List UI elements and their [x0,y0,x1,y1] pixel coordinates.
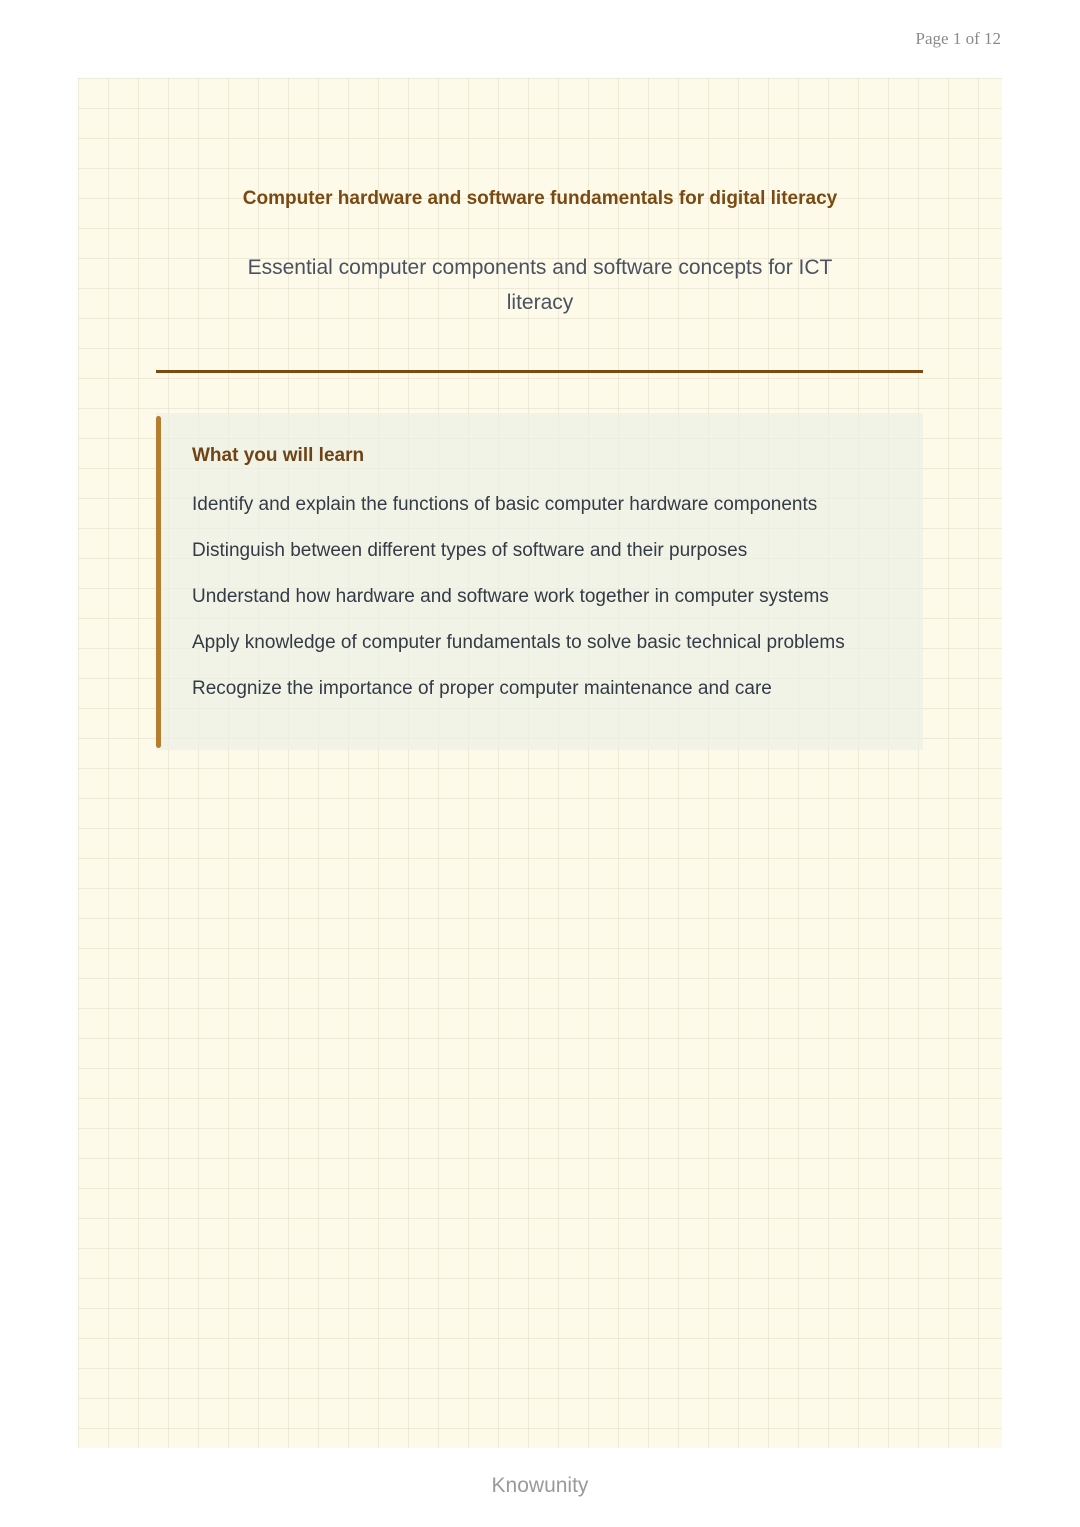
document-page [78,78,1002,1448]
learning-objectives-box [156,413,923,750]
accent-bar [156,416,161,748]
document-title: Computer hardware and software fundamentals for digital literacy [242,188,838,209]
objective-item: Identify and explain the functions of basic computer hardware components [192,494,818,515]
objective-item: Distinguish between different types of software and their purposes [192,540,748,561]
objective-item: Understand how hardware and software work together in computer systems [192,586,829,607]
document-subtitle: Essential computer components and software concepts for ICT literacy [247,256,833,314]
title-divider [156,370,923,373]
learning-objectives-heading: What you will learn [192,445,365,466]
objective-item: Recognize the importance of proper computer maintenance and care [192,678,772,699]
objective-item: Apply knowledge of computer fundamentals to solve basic technical problems [192,632,845,653]
learning-objectives-list [192,491,845,721]
footer-brand: Knowunity [491,1474,589,1497]
page-indicator: Page 1 of 12 [915,29,1001,48]
